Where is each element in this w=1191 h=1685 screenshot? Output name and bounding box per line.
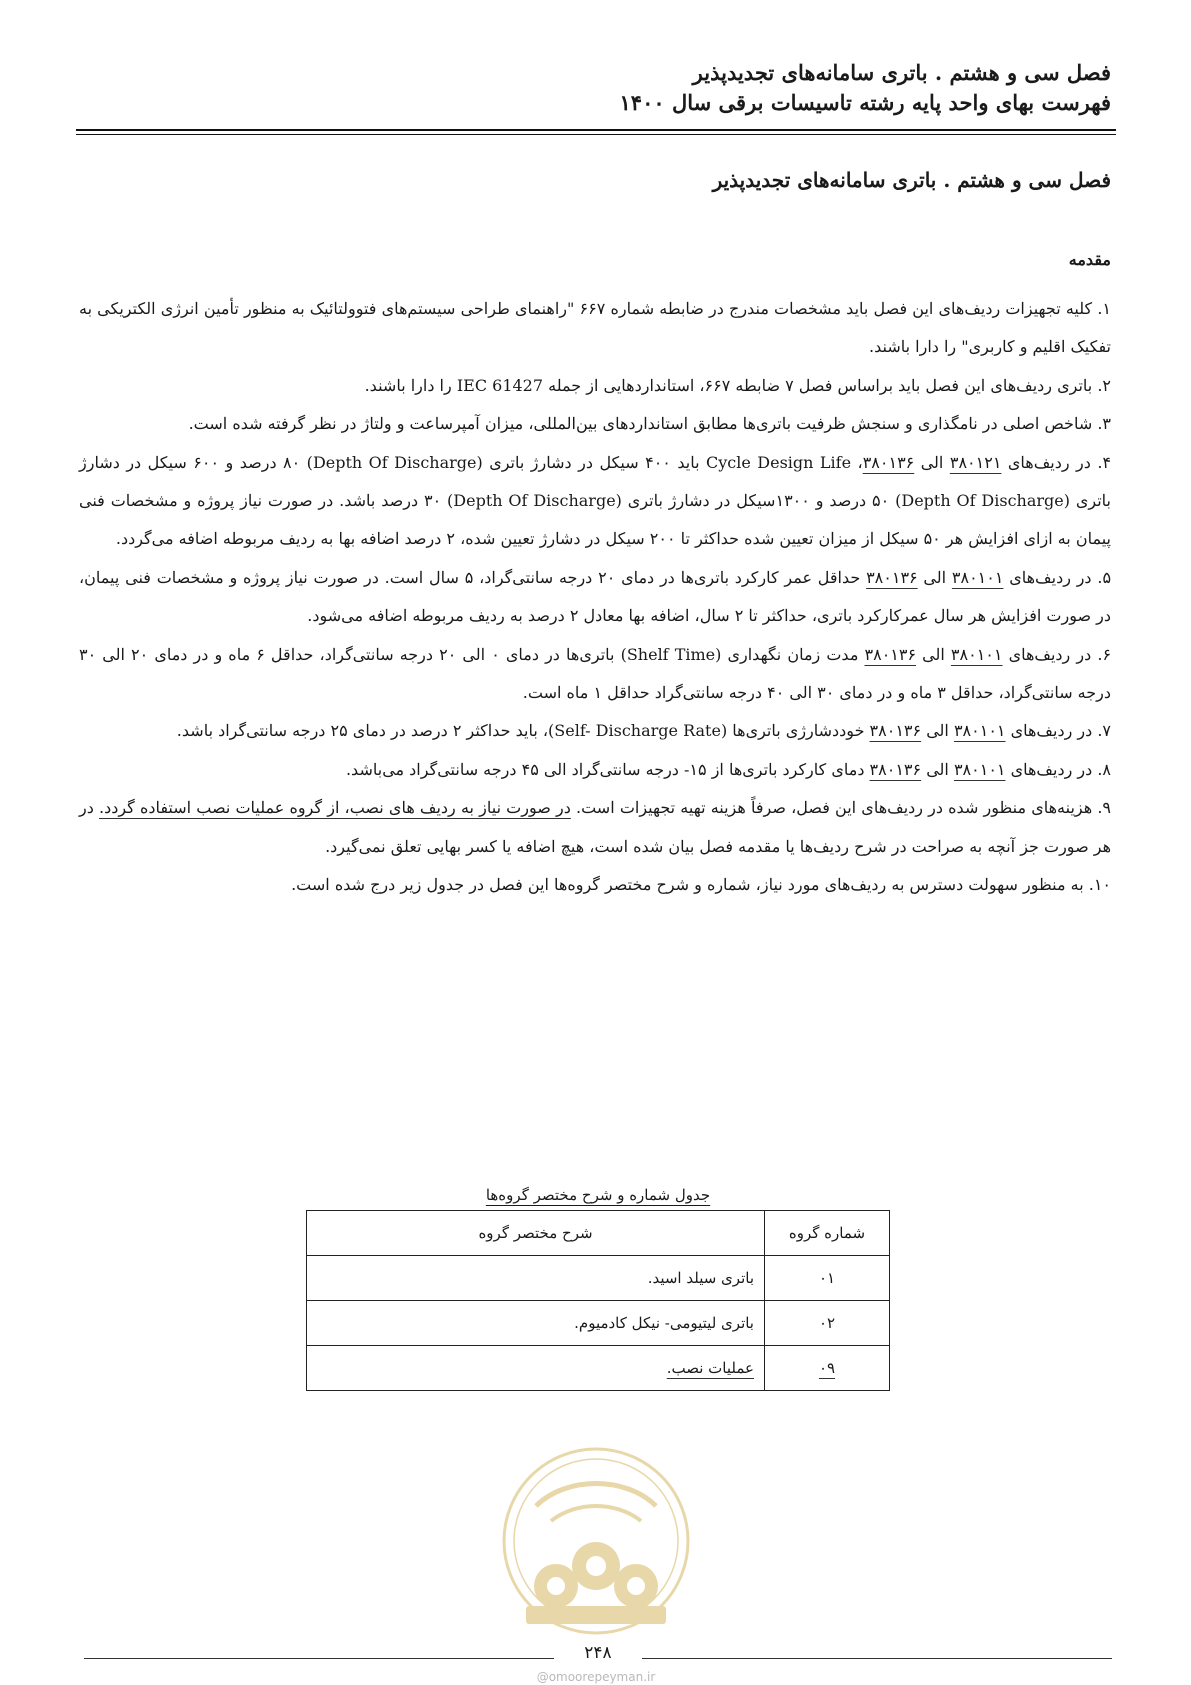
page-header: [75, 58, 1111, 118]
intro-item-6: [79, 636, 1111, 713]
intro-body: [79, 290, 1111, 905]
intro-item-10: ۱۰. به منظور سهولت دسترس به ردیف‌های مورد نیاز، شماره و شرح مختصر گروه‌ها این فصل در جدول زیر درج شده است.: [291, 875, 1111, 895]
row-range-end: ۳۸۰۱۳۶: [869, 759, 922, 779]
intro-item-8: [79, 751, 1111, 789]
footer-rule-right: [642, 1658, 1112, 1659]
intro-item-2: ۲. باتری ردیف‌های این فصل باید براساس فصل ۷ ضابطه ۶۶۷، استانداردهایی از جمله IEC 61427 را دارا باشند.: [364, 375, 1111, 395]
item-text: الی: [914, 452, 950, 472]
group-number: ۰۱: [765, 1256, 890, 1301]
publisher-seal-watermark: [496, 1436, 696, 1646]
row-range-start: ۳۸۰۱۰۱: [953, 721, 1006, 741]
item-text: ۷. در ردیف‌های: [1005, 721, 1111, 741]
caption-text: جدول شماره و شرح مختصر گروه‌ها: [485, 1186, 711, 1204]
chapter-title: فصل سی و هشتم . باتری سامانه‌های تجدیدپذیر: [712, 168, 1111, 192]
page-number: ۲۴۸: [584, 1643, 612, 1663]
intro-item-9: [79, 789, 1111, 866]
row-range-start: ۳۸۰۱۰۱: [950, 644, 1003, 664]
group-number-text: ۰۹: [818, 1359, 836, 1377]
row-range-start: ۳۸۰۱۲۱: [949, 452, 1002, 472]
install-group-note: در صورت نیاز به ردیف های نصب، از گروه عملیات نصب استفاده گردد.: [99, 798, 571, 818]
table-row: [307, 1256, 890, 1301]
row-range-end: ۳۸۰۱۳۶: [862, 452, 915, 472]
group-number: [765, 1346, 890, 1391]
item-text: الی: [921, 721, 954, 741]
item-text: ۶. در ردیف‌های: [1002, 644, 1112, 664]
intro-item-1: ۱. کلیه تجهیزات ردیف‌های این فصل باید مشخصات مندرج در ضابطه شماره ۶۶۷ "راهنمای طراحی سیستم‌های فتوولتائیک به منظور تأمین انرژی الکتریکی به تفکیک اقلیم و کاربری" را دارا باشند.: [79, 299, 1111, 357]
table-row: [307, 1346, 890, 1391]
item-text: ۸. در ردیف‌های: [1005, 759, 1111, 779]
intro-item-5: [79, 559, 1111, 636]
item-text: الی: [921, 759, 954, 779]
item-text: الی: [917, 567, 952, 587]
footer-rule-left: [84, 1658, 554, 1659]
group-desc: باتری لیتیومی- نیکل کادمیوم.: [307, 1301, 765, 1346]
row-range-start: ۳۸۰۱۰۱: [951, 567, 1004, 587]
header-rule-thin: [76, 134, 1116, 135]
row-range-end: ۳۸۰۱۳۶: [864, 644, 917, 664]
header-group-desc: شرح مختصر گروه: [307, 1211, 765, 1256]
item-text: دمای کارکرد باتری‌ها از ۱۵- درجه سانتی‌گراد الی ۴۵ درجه سانتی‌گراد می‌باشد.: [345, 759, 870, 779]
item-text: خوددشارژی باتری‌ها (Self- Discharge Rate)، باید حداکثر ۲ درصد در دمای ۲۵ درجه سانتی‌گراد باشد.: [176, 721, 870, 741]
groups-table-block: [306, 1186, 890, 1391]
item-text: ، Cycle Design Life باید ۴۰۰ سیکل در دشارژ باتری (Depth Of Discharge) ۸۰ درصد و ۶۰۰ سیکل در دشارژ باتری (Depth Of Discharge) ۵۰ درصد و ۱۳۰۰سیکل در دشارژ باتری (Depth Of Discharge) ۳۰ درصد باشد. در صورت نیاز پروژه و مشخصات فنی پیمان به ازای افزایش هر ۵۰ سیکل از میزان تعیین شده حداکثر تا ۲۰۰ سیکل در دشارژ تعیین شده، ۲ درصد اضافه بها به ردیف مربوطه اضافه می‌گردد.: [79, 452, 1112, 549]
intro-item-7: [79, 712, 1111, 750]
item-text: مدت زمان نگهداری (Shelf Time) باتری‌ها در دمای ۰ الی ۲۰ درجه سانتی‌گراد، حداقل ۶ ماه و در دمای ۲۰ الی ۳۰ درجه سانتی‌گراد، حداقل ۳ ماه و در دمای ۳۰ الی ۴۰ درجه سانتی‌گراد حداقل ۱ ماه است.: [79, 644, 1111, 703]
group-desc: باتری سیلد اسید.: [307, 1256, 765, 1301]
row-range-end: ۳۸۰۱۳۶: [866, 567, 918, 587]
watermark-url: @omoorepeyman.ir: [536, 1670, 656, 1684]
groups-table-caption: [306, 1186, 890, 1204]
header-chapter-line: فصل سی و هشتم . باتری سامانه‌های تجدیدپذیر: [692, 60, 1111, 85]
group-desc: [307, 1346, 765, 1391]
row-range-start: ۳۸۰۱۰۱: [953, 759, 1006, 779]
item-text: در هر صورت جز آنچه به صراحت در شرح ردیف‌ها یا مقدمه فصل بیان شده است، هیچ اضافه یا کسر بهایی تعلق نمی‌گیرد.: [79, 798, 1111, 856]
header-group-number: شماره گروه: [765, 1211, 890, 1256]
row-range-end: ۳۸۰۱۳۶: [869, 721, 922, 741]
section-title-intro: مقدمه: [1068, 250, 1111, 269]
item-text: ۵. در ردیف‌های: [1003, 567, 1112, 587]
item-text: حداقل عمر کارکرد باتری‌ها در دمای ۲۰ درجه سانتی‌گراد، ۵ سال است. در صورت نیاز پروژه و مشخصات فنی پیمان، در صورت افزایش هر سال عمرکارکرد باتری، حداکثر تا ۲ سال، اضافه بها معادل ۲ درصد به ردیف مربوطه اضافه می‌شود.: [79, 567, 1111, 626]
item-text: الی: [916, 644, 951, 664]
header-catalog-line: فهرست بهای واحد پایه رشته تاسیسات برقی سال ۱۴۰۰: [619, 90, 1111, 115]
intro-item-4: [79, 444, 1111, 559]
group-number: ۰۲: [765, 1301, 890, 1346]
item-text: ۹. هزینه‌های منظور شده در ردیف‌های این فصل، صرفاً هزینه تهیه تجهیزات است.: [570, 798, 1111, 818]
table-row: [307, 1301, 890, 1346]
table-header-row: [307, 1211, 890, 1256]
group-desc-text: عملیات نصب.: [666, 1359, 754, 1377]
header-rule-thick: [76, 129, 1116, 131]
groups-table: [306, 1210, 890, 1391]
item-text: ۴. در ردیف‌های: [1001, 452, 1112, 472]
intro-item-3: ۳. شاخص اصلی در نامگذاری و سنجش ظرفیت باتری‌ها مطابق استانداردهای بین‌المللی، میزان آمپرساعت و ولتاژ در نظر گرفته شده است.: [188, 414, 1111, 434]
